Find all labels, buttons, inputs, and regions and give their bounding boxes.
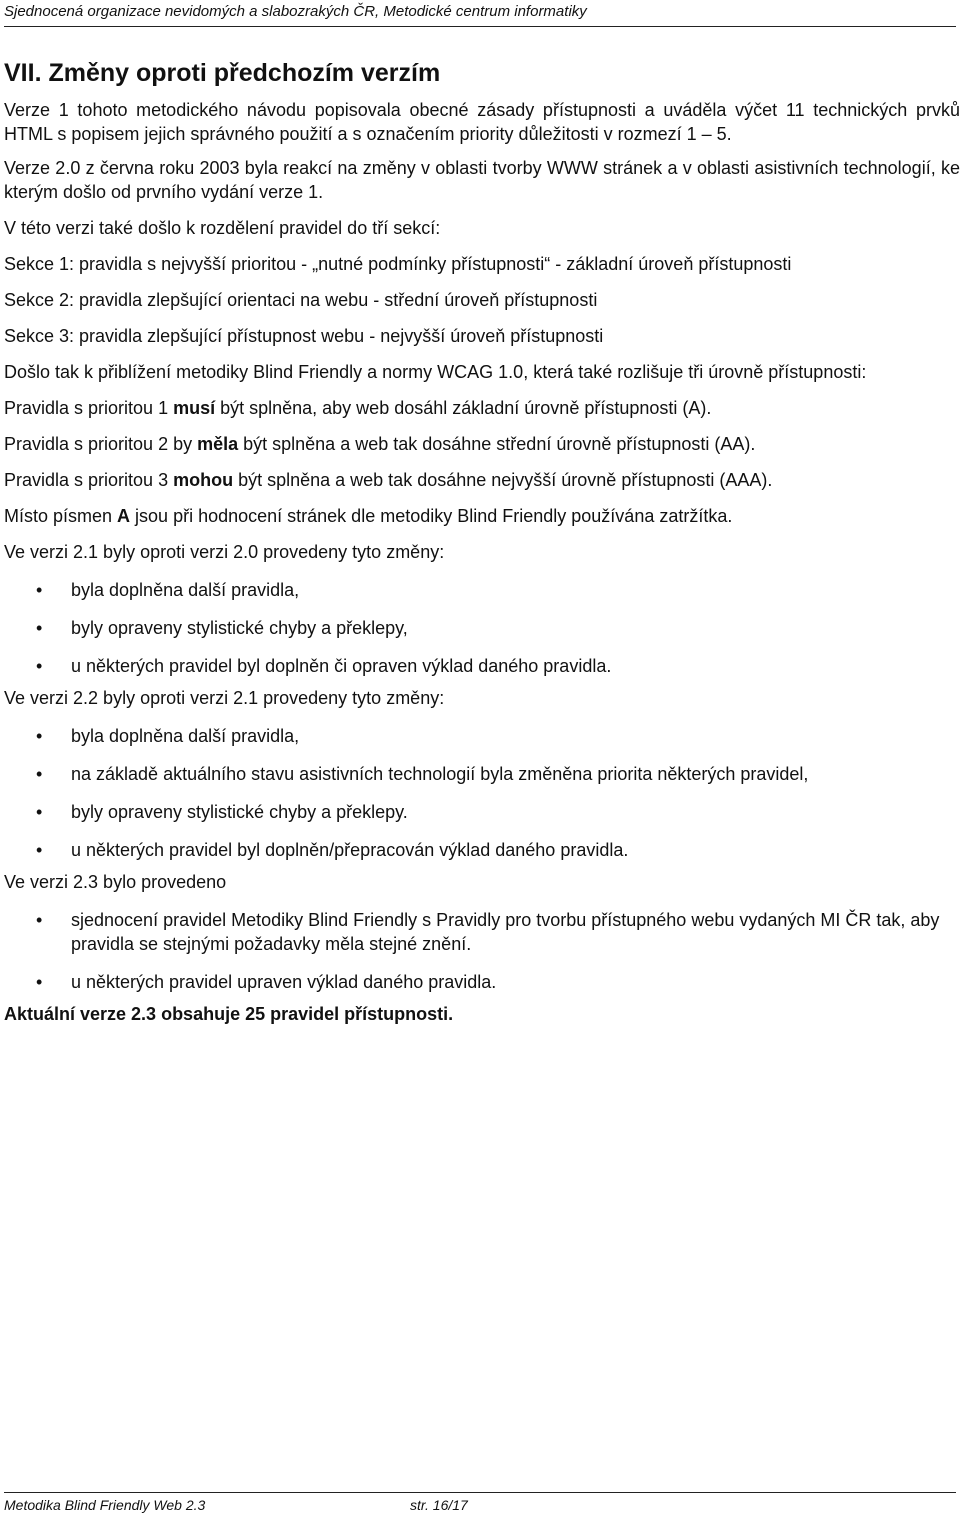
list-item: • na základě aktuálního stavu asistivních technologií byla změněna priorita některých pravidel, (36, 764, 809, 784)
page-footer (4, 1492, 956, 1514)
bullet-icon: • (36, 726, 43, 746)
chapter-title: VII. Změny oproti předchozím verzím (4, 59, 441, 87)
bullet-icon: • (36, 910, 43, 930)
bullet-icon: • (36, 656, 43, 676)
checkmark-note: Místo písmen A jsou při hodnocení stránek dle metodiky Blind Friendly používána zatržítka. (4, 506, 733, 526)
wcag-note: Došlo tak k přiblížení metodiky Blind Friendly a normy WCAG 1.0, která také rozlišuje tři úrovně přístupnosti: (4, 362, 867, 382)
v21-intro: Ve verzi 2.1 byly oproti verzi 2.0 provedeny tyto změny: (4, 542, 445, 562)
bullet-icon: • (36, 840, 43, 860)
bullet-icon: • (36, 764, 43, 784)
section-3-text: Sekce 3: pravidla zlepšující přístupnost webu - nejvyšší úroveň přístupnosti (4, 326, 604, 346)
v22-intro: Ve verzi 2.2 byly oproti verzi 2.1 provedeny tyto změny: (4, 688, 445, 708)
page-content (4, 56, 960, 1026)
v23-change-list (4, 908, 960, 994)
running-header: Sjednocená organizace nevidomých a slabozrakých ČR, Metodické centrum informatiky (4, 2, 956, 27)
bullet-icon: • (36, 802, 43, 822)
list-item: • sjednocení pravidel Metodiky Blind Friendly s Pravidly pro tvorbu přístupného webu vydaných MI ČR tak, aby pravidla se stejnými požadavky měla stejné znění. (36, 910, 940, 954)
v22-change-list (4, 724, 960, 862)
bullet-icon: • (36, 580, 43, 600)
bullet-icon: • (36, 618, 43, 638)
priority-1-text: Pravidla s prioritou 1 musí být splněna, aby web dosáhl základní úrovně přístupnosti (A). (4, 398, 712, 418)
list-item: • byly opraveny stylistické chyby a překlepy. (36, 802, 408, 822)
list-item: • u některých pravidel upraven výklad daného pravidla. (36, 972, 497, 992)
sections-intro: V této verzi také došlo k rozdělení pravidel do tří sekcí: (4, 218, 441, 238)
list-item: • byla doplněna další pravidla, (36, 580, 300, 600)
intro-paragraph-1: Verze 1 tohoto metodického návodu popisovala obecné zásady přístupnosti a uváděla výčet 11 technických prvků HTML s popisem jejich správného použití a s označením priority důležitosti v rozmezí 1 – 5. (4, 100, 960, 144)
v21-change-list (4, 578, 960, 678)
page-number: str. 16/17 (410, 1497, 468, 1513)
section-2-text: Sekce 2: pravidla zlepšující orientaci na webu - střední úroveň přístupnosti (4, 290, 598, 310)
footer-document-title: Metodika Blind Friendly Web 2.3 (4, 1497, 206, 1513)
intro-paragraph-2: Verze 2.0 z června roku 2003 byla reakcí na změny v oblasti tvorby WWW stránek a v oblasti asistivních technologií, ke kterým došlo od prvního vydání verze 1. (4, 158, 960, 202)
bullet-icon: • (36, 972, 43, 992)
priority-3-text: Pravidla s prioritou 3 mohou být splněna a web tak dosáhne nejvyšší úrovně přístupnosti (AAA). (4, 470, 773, 490)
summary-statement: Aktuální verze 2.3 obsahuje 25 pravidel přístupnosti. (4, 1004, 454, 1024)
priority-2-text: Pravidla s prioritou 2 by měla být splněna a web tak dosáhne střední úrovně přístupnosti (AA). (4, 434, 756, 454)
v23-intro: Ve verzi 2.3 bylo provedeno (4, 872, 227, 892)
list-item: • byly opraveny stylistické chyby a překlepy, (36, 618, 408, 638)
list-item: • u některých pravidel byl doplněn/přepracován výklad daného pravidla. (36, 840, 629, 860)
list-item: • byla doplněna další pravidla, (36, 726, 300, 746)
list-item: • u některých pravidel byl doplněn či opraven výklad daného pravidla. (36, 656, 612, 676)
section-1-text: Sekce 1: pravidla s nejvyšší prioritou - „nutné podmínky přístupnosti“ - základní úroveň přístupnosti (4, 254, 792, 274)
